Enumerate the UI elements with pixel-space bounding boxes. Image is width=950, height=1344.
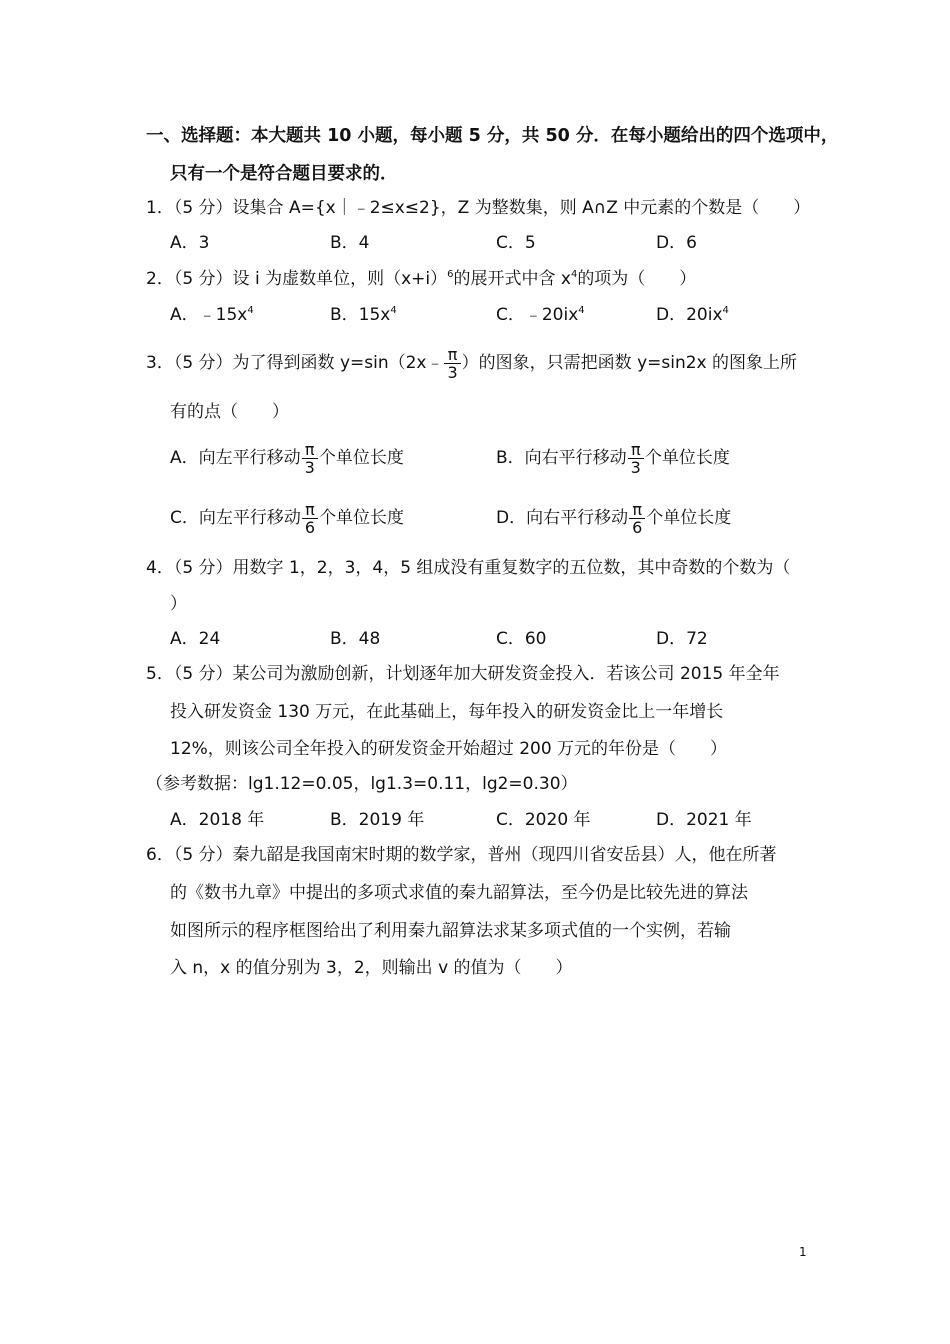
q3-option-d-denominator: 6 (629, 518, 645, 536)
q2-stem-exponent-6: 6 (447, 269, 454, 280)
q4-option-d: D．72 (656, 629, 708, 649)
q3-stem-fraction (444, 346, 460, 381)
q6-stem-line2: 的《数书九章》中提出的多项式求值的秦九韶算法，至今仍是比较先进的算法 (170, 883, 748, 903)
q2-option-a (170, 303, 254, 327)
q3-option-a-fraction (302, 441, 318, 476)
q3-option-b (496, 438, 730, 478)
q5-stem-line2: 投入研发资金 130 万元，在此基础上，每年投入的研发资金比上一年增长 (170, 702, 724, 722)
q3-stem-line2: 有的点（ ） (170, 402, 289, 422)
q6-stem-line3: 如图所示的程序框图给出了利用秦九韶算法求某多项式值的一个实例，若输 (170, 921, 731, 941)
q3-option-a-pre: A．向左平行移动 (170, 448, 301, 468)
page-number: 1 (799, 1245, 807, 1259)
q3-option-d-post: 个单位长度 (646, 508, 732, 528)
q3-option-d-numerator: π (632, 499, 642, 519)
q2-option-a-exponent: 4 (247, 305, 254, 316)
q3-stem (146, 343, 797, 383)
q5-option-d: D．2021 年 (656, 810, 752, 830)
q2-stem (146, 267, 696, 291)
q5-option-c: C．2020 年 (496, 810, 591, 830)
q3-option-a-post: 个单位长度 (318, 448, 404, 468)
q3-option-c-pre: C．向左平行移动 (170, 508, 301, 528)
q1-option-d: D．6 (656, 233, 697, 253)
q3-stem-fraction-numerator: π (447, 344, 458, 364)
q2-option-d (656, 303, 729, 327)
q4-option-b: B．48 (330, 629, 381, 649)
section-heading-line1: 一、选择题：本大题共 10 小题，每小题 5 分，共 50 分．在每小题给出的四个选项中， (146, 126, 839, 146)
q2-stem-pre: 2．（5 分）设 i 为虚数单位，则（x+i） (146, 269, 448, 289)
q2-stem-exponent-4: 4 (570, 269, 578, 280)
q4-stem-line1: 4．（5 分）用数字 1，2，3，4，5 组成没有重复数字的五位数，其中奇数的个数为（ (146, 558, 791, 578)
q3-option-a (170, 438, 404, 478)
q3-option-c-denominator: 6 (302, 518, 318, 536)
q1-option-a: A．3 (170, 233, 210, 253)
q3-option-c-numerator: π (305, 499, 315, 519)
q3-stem-post: ）的图象，只需把函数 y=sin2x 的图象上所 (461, 353, 798, 373)
q2-option-d-exponent: 4 (722, 305, 729, 316)
q2-option-d-text: D．20ix (656, 305, 723, 325)
q3-option-b-post: 个单位长度 (644, 448, 730, 468)
q5-reference-data: （参考数据：lg1.12=0.05，lg1.3=0.11，lg2=0.30） (146, 774, 578, 794)
q5-stem-line1: 5．（5 分）某公司为激励创新，计划逐年加大研发资金投入．若该公司 2015 年全年 (146, 664, 780, 684)
q3-option-c (170, 498, 404, 538)
q1-stem: 1．（5 分）设集合 A={x｜﹣2≤x≤2}，Z 为整数集，则 A∩Z 中元素的个数是（ ） (146, 198, 811, 218)
q3-option-c-post: 个单位长度 (319, 508, 405, 528)
q2-option-b-text: B．15x (330, 305, 391, 325)
q2-option-c (496, 303, 585, 327)
q3-option-d-fraction (629, 501, 645, 536)
q3-option-b-fraction (628, 441, 644, 476)
q2-option-a-text: A．﹣15x (170, 305, 248, 325)
q2-option-c-exponent: 4 (578, 305, 585, 316)
q3-stem-pre: 3．（5 分）为了得到函数 y=sin（2x﹣ (146, 353, 444, 373)
q5-option-a: A．2018 年 (170, 810, 265, 830)
q2-stem-mid: 的展开式中含 x (453, 269, 571, 289)
q4-stem-line2: ） (170, 594, 187, 614)
q3-option-d (496, 498, 731, 538)
q3-option-a-denominator: 3 (302, 458, 318, 476)
q6-stem-line4: 入 n，x 的值分别为 3，2，则输出 v 的值为（ ） (170, 958, 573, 978)
q6-stem-line1: 6．（5 分）秦九韶是我国南宋时期的数学家，普州（现四川省安岳县）人，他在所著 (146, 845, 777, 865)
q4-option-c: C．60 (496, 629, 547, 649)
q3-option-d-pre: D．向右平行移动 (496, 508, 629, 528)
section-heading-line2: 只有一个是符合题目要求的． (170, 164, 398, 184)
q2-stem-post: 的项为（ ） (577, 269, 697, 289)
q3-option-b-denominator: 3 (628, 458, 644, 476)
q3-option-b-pre: B．向右平行移动 (496, 448, 627, 468)
q2-option-c-text: C．﹣20ix (496, 305, 579, 325)
q1-option-b: B．4 (330, 233, 370, 253)
q1-option-c: C．5 (496, 233, 536, 253)
q3-option-a-numerator: π (304, 439, 315, 459)
q2-option-b (330, 303, 397, 327)
q5-stem-line3: 12%，则该公司全年投入的研发资金开始超过 200 万元的年份是（ ） (170, 739, 728, 759)
q3-option-c-fraction (302, 501, 318, 536)
q5-option-b: B．2019 年 (330, 810, 425, 830)
q4-option-a: A．24 (170, 629, 221, 649)
q3-option-b-numerator: π (630, 439, 641, 459)
q3-stem-fraction-denominator: 3 (444, 363, 460, 381)
q2-option-b-exponent: 4 (390, 305, 397, 316)
